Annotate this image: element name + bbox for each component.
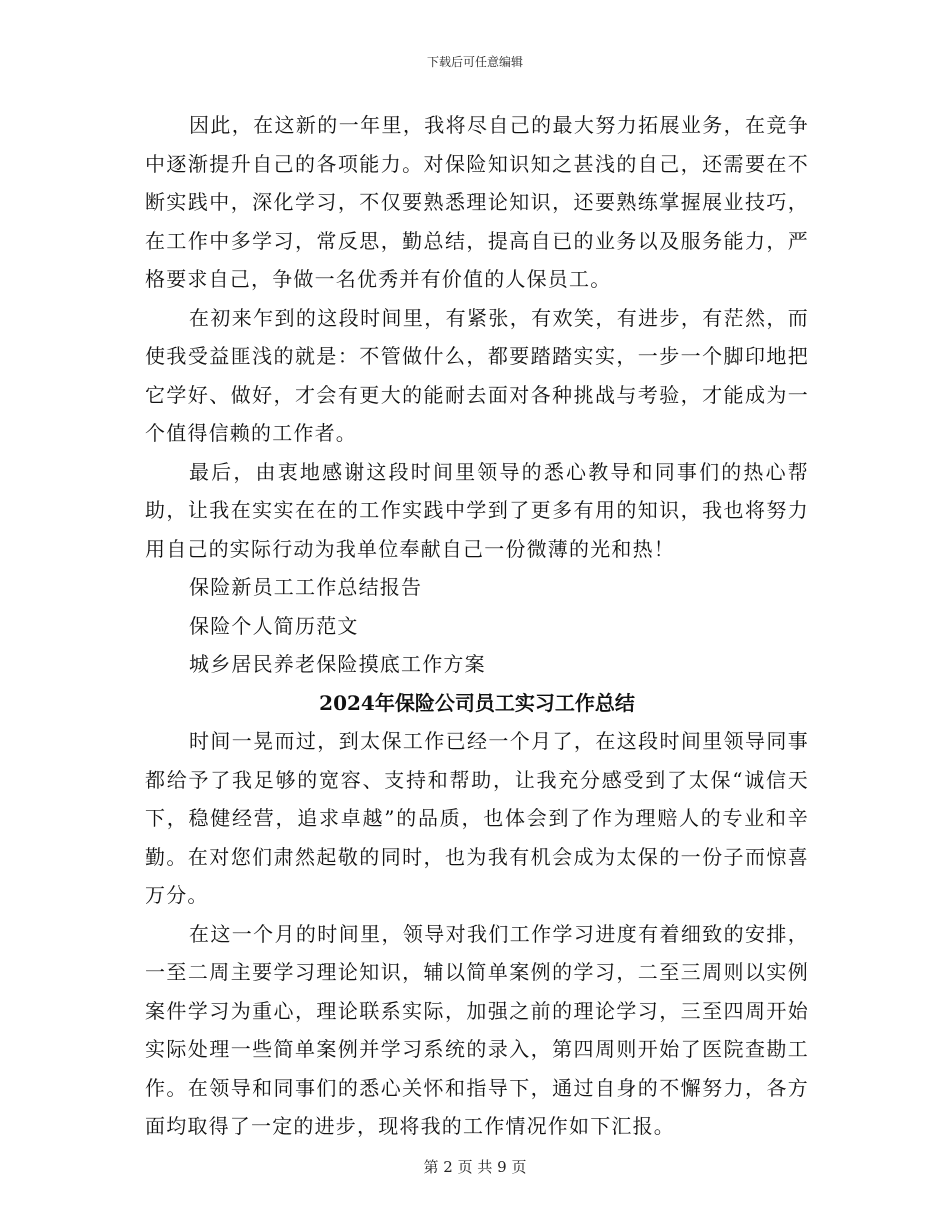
- document-body: [145, 106, 809, 1146]
- paragraph: 在这一个月的时间里，领导对我们工作学习进度有着细致的安排，一至二周主要学习理论知识，辅以简单案例的学习，二至三周则以实例案件学习为重心，理论联系实际，加强之前的理论学习，三至四周开始实际处理一些简单案例并学习系统的录入，第四周则开始了医院查勘工作。在领导和同事们的悉心关怀和指导下，通过自身的不懈努力，各方面均取得了一定的进步，现将我的工作情况作如下汇报。: [145, 921, 809, 1138]
- paragraph: 因此，在这新的一年里，我将尽自己的最大努力拓展业务，在竞争中逐渐提升自己的各项能力。对保险知识知之甚浅的自己，还需要在不断实践中，深化学习，不仅要熟悉理论知识，还要熟练掌握展业技巧，在工作中多学习，常反思，勤总结，提高自已的业务以及服务能力，严格要求自己，争做一名优秀并有价值的人保员工。: [145, 113, 809, 291]
- page-header: 下载后可任意编辑: [426, 55, 523, 69]
- related-link-2[interactable]: 保险个人简历范文: [189, 613, 359, 638]
- paragraph: 最后，由衷地感谢这段时间里领导的悉心教导和同事们的热心帮助，让我在实实在在的工作实践中学到了更多有用的知识，我也将努力用自己的实际行动为我单位奉献自己一份微薄的光和热！: [145, 459, 809, 561]
- related-link-1[interactable]: 保险新员工工作总结报告: [189, 575, 423, 599]
- related-link-3[interactable]: 城乡居民养老保险摸底工作方案: [189, 652, 486, 676]
- page-footer: 第 2 页 共 9 页: [423, 1158, 527, 1176]
- paragraph: 时间一晃而过，到太保工作已经一个月了，在这段时间里领导同事都给予了我足够的宽容、支持和帮助，让我充分感受到了太保“诚信天下，稳健经营，追求卓越”的品质，也体会到了作为理赔人的专业和辛勤。在对您们肃然起敬的同时，也为我有机会成为太保的一份子而惊喜万分。: [145, 729, 809, 907]
- paragraph: 在初来乍到的这段时间里，有紧张，有欢笑，有进步，有茫然，而使我受益匪浅的就是：不管做什么，都要踏踏实实，一步一个脚印地把它学好、做好，才会有更大的能耐去面对各种挑战与考验，才能成为一个值得信赖的工作者。: [145, 305, 809, 445]
- section-title: 2024年保险公司员工实习工作总结: [319, 690, 635, 715]
